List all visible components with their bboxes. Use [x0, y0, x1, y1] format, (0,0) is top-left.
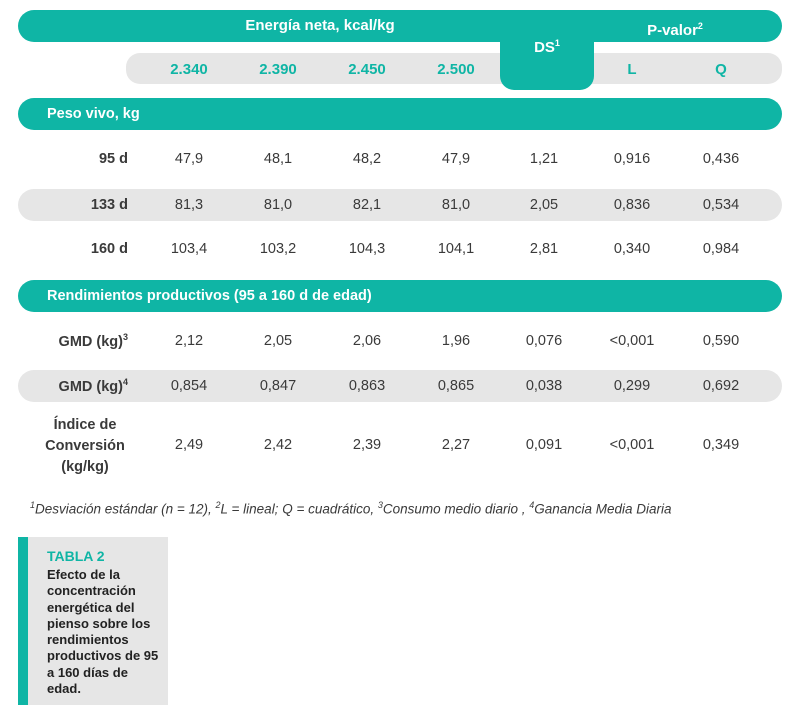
- energy-level-3: 2.450: [348, 61, 386, 78]
- table-cell: 2,42: [263, 437, 293, 453]
- pvalue-header: [600, 10, 750, 42]
- table-cell: 48,1: [263, 151, 293, 167]
- table-cell: 0,692: [702, 378, 740, 394]
- table-cell: 2,49: [174, 437, 204, 453]
- table-cell: 0,984: [702, 241, 740, 257]
- energy-level-4: 2.500: [437, 61, 475, 78]
- row-label-95d: 95 d: [98, 151, 128, 167]
- table-cell: 0,916: [613, 151, 651, 167]
- caption-text: Efecto de la concentración energética del pienso sobre los rendimientos productivos de 95 a 160 días de edad.: [47, 567, 159, 697]
- table-cell: 48,2: [352, 151, 382, 167]
- pvalue-col-l: L: [627, 61, 637, 78]
- table-cell: 0,349: [702, 437, 740, 453]
- table-cell: 0,436: [702, 151, 740, 167]
- table-cell: 2,06: [352, 333, 382, 349]
- table-cell: 81,3: [174, 197, 204, 213]
- caption-title: TABLA 2: [47, 548, 105, 564]
- table-cell: 47,9: [441, 151, 471, 167]
- section-title-performance: Rendimientos productivos (95 a 160 d de edad): [47, 288, 372, 304]
- table-cell: 0,091: [525, 437, 563, 453]
- row-label-gmd-consumo: [18, 332, 128, 350]
- ds-header: [500, 38, 594, 56]
- table-cell: 1,96: [441, 333, 471, 349]
- energy-level-2: 2.390: [259, 61, 297, 78]
- table-cell: 1,21: [529, 151, 559, 167]
- row-label-sup: 4: [122, 377, 128, 387]
- row-label-gmd-ganancia: [18, 377, 128, 395]
- table-cell: 0,865: [437, 378, 475, 394]
- table-cell: 103,2: [259, 241, 297, 257]
- footnote-sup: 1: [30, 500, 36, 510]
- table-footnote: [30, 500, 672, 517]
- table-cell: 0,299: [613, 378, 651, 394]
- footnote-text: L = lineal; Q = cuadrático,: [220, 501, 378, 517]
- table-cell: 0,340: [613, 241, 651, 257]
- ds-header-text: DS: [534, 39, 555, 56]
- row-label-line: (kg/kg): [61, 459, 109, 475]
- table-cell: 47,9: [174, 151, 204, 167]
- footnote-sup: 4: [529, 500, 535, 510]
- energy-header: Energía neta, kcal/kg: [245, 17, 395, 34]
- row-label-line: Conversión: [45, 438, 125, 454]
- pvalue-col-q: Q: [715, 61, 727, 78]
- table-cell: 2,27: [441, 437, 471, 453]
- energy-level-1: 2.340: [170, 61, 208, 78]
- table-cell: 2,05: [529, 197, 559, 213]
- table-cell: 2,39: [352, 437, 382, 453]
- footnote-text: Consumo medio diario ,: [382, 501, 530, 517]
- row-label-160d: 160 d: [90, 241, 128, 257]
- row-label-133d: 133 d: [90, 197, 128, 213]
- ds-header-sup: 1: [554, 38, 560, 48]
- table-cell: 0,863: [348, 378, 386, 394]
- table-cell: 0,847: [259, 378, 297, 394]
- row-label-conversion-index: [40, 415, 130, 478]
- table-cell: 103,4: [170, 241, 208, 257]
- table-cell: 0,076: [525, 333, 563, 349]
- row-label-line: Índice de: [53, 417, 117, 433]
- row-label-text: GMD (kg): [58, 378, 123, 395]
- table-cell: 0,534: [702, 197, 740, 213]
- table-cell: <0,001: [609, 437, 655, 453]
- table-cell: 82,1: [352, 197, 382, 213]
- table-cell: 0,854: [170, 378, 208, 394]
- table-cell: 2,81: [529, 241, 559, 257]
- table-cell: 2,12: [174, 333, 204, 349]
- row-label-sup: 3: [122, 332, 128, 342]
- footnote-text: Ganancia Media Diaria: [534, 501, 672, 517]
- pvalue-header-sup: 2: [697, 21, 703, 31]
- table-cell: 81,0: [441, 197, 471, 213]
- table-cell: 2,05: [263, 333, 293, 349]
- table-cell: 0,590: [702, 333, 740, 349]
- footnote-sup: 2: [215, 500, 221, 510]
- table-cell: 0,038: [525, 378, 563, 394]
- footnote-sup: 3: [377, 500, 383, 510]
- section-title-weight: Peso vivo, kg: [47, 106, 140, 122]
- pvalue-header-text: P-valor: [647, 22, 698, 39]
- table-cell: 0,836: [613, 197, 651, 213]
- caption-accent-bar: [18, 537, 28, 705]
- footnote-text: Desviación estándar (n = 12),: [35, 501, 216, 517]
- table-cell: 104,3: [348, 241, 386, 257]
- row-label-text: GMD (kg): [58, 333, 123, 350]
- table-cell: <0,001: [609, 333, 655, 349]
- table-cell: 81,0: [263, 197, 293, 213]
- table-cell: 104,1: [437, 241, 475, 257]
